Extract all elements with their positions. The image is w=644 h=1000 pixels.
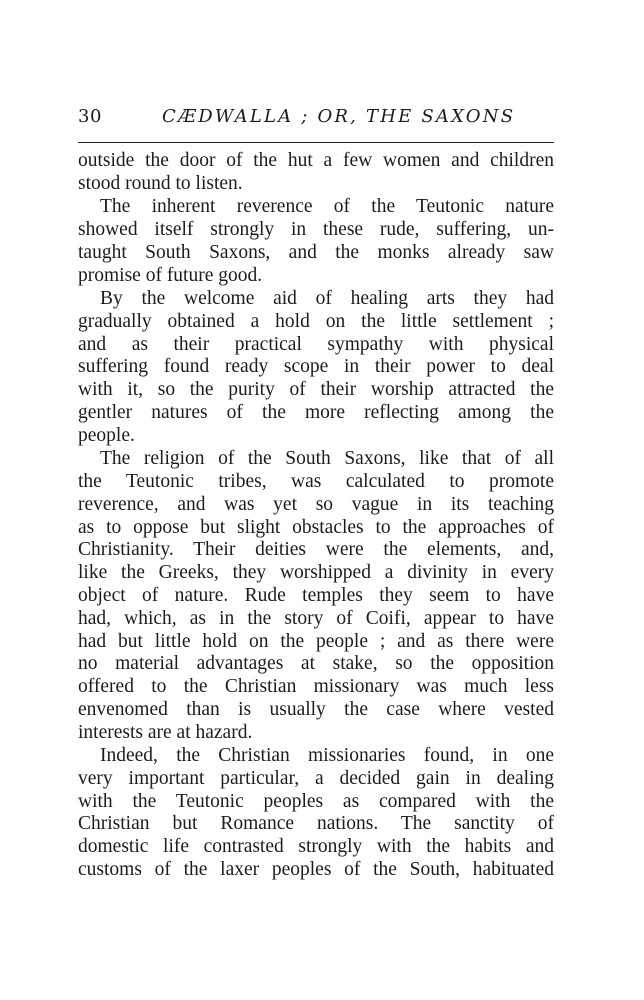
header-rule [78, 142, 554, 143]
paragraph [78, 150, 554, 196]
page-header [78, 106, 554, 132]
text-line: By the welcome aid of healing arts they had [100, 287, 554, 309]
text-line: the Teutonic tribes, was calculated to promote [78, 470, 554, 492]
paragraph [78, 448, 554, 744]
text-line: gradually obtained a hold on the little settlement ; [78, 310, 554, 332]
paragraph [78, 745, 554, 882]
running-title: CÆDWALLA ; OR, THE SAXONS [162, 106, 516, 127]
text-line: with it, so the purity of their worship attracted the [78, 379, 554, 401]
text-line: and as their practical sympathy with physical [78, 333, 554, 355]
text-line: domestic life contrasted strongly with the habits and [78, 836, 554, 858]
text-line: as to oppose but slight obstacles to the approaches of [78, 516, 554, 538]
text-line: taught South Saxons, and the monks already saw [78, 241, 554, 263]
paragraph [78, 288, 554, 448]
text-line: with the Teutonic peoples as compared with the [78, 790, 554, 812]
text-line: offered to the Christian missionary was much less [78, 676, 554, 698]
text-line: outside the door of the hut a few women and children [78, 150, 554, 171]
text-line: suffering found ready scope in their power to deal [78, 356, 554, 378]
text-line: Indeed, the Christian missionaries found, in one [100, 745, 554, 767]
text-line: interests are at hazard. [78, 721, 253, 743]
text-line: Christian but Romance nations. The sanctity of [78, 813, 554, 835]
text-line: promise of future good. [78, 264, 263, 286]
body-text [78, 150, 554, 882]
text-line: showed itself strongly in these rude, suffering, un- [78, 218, 554, 240]
text-line: object of nature. Rude temples they seem to have [78, 584, 554, 606]
text-line: reverence, and was yet so vague in its teaching [78, 493, 554, 515]
text-line: had but little hold on the people ; and as there were [78, 630, 554, 652]
text-line: no material advantages at stake, so the opposition [78, 653, 554, 675]
text-line: customs of the laxer peoples of the South, habituated [78, 859, 554, 881]
text-line: Christianity. Their deities were the elements, and, [78, 539, 554, 561]
text-line: The inherent reverence of the Teutonic nature [100, 196, 554, 218]
text-line: very important particular, a decided gain in dealing [78, 767, 554, 789]
text-line: gentler natures of the more reflecting among the [78, 401, 554, 423]
paragraph [78, 196, 554, 287]
text-line: stood round to listen. [78, 172, 243, 194]
text-line: like the Greeks, they worshipped a divinity in every [78, 562, 554, 584]
text-line: envenomed than is usually the case where vested [78, 698, 554, 720]
text-line: had, which, as in the story of Coifi, appear to have [78, 607, 554, 629]
page-number: 30 [78, 106, 102, 127]
text-line: The religion of the South Saxons, like that of all [100, 448, 554, 470]
text-line: people. [78, 424, 135, 446]
